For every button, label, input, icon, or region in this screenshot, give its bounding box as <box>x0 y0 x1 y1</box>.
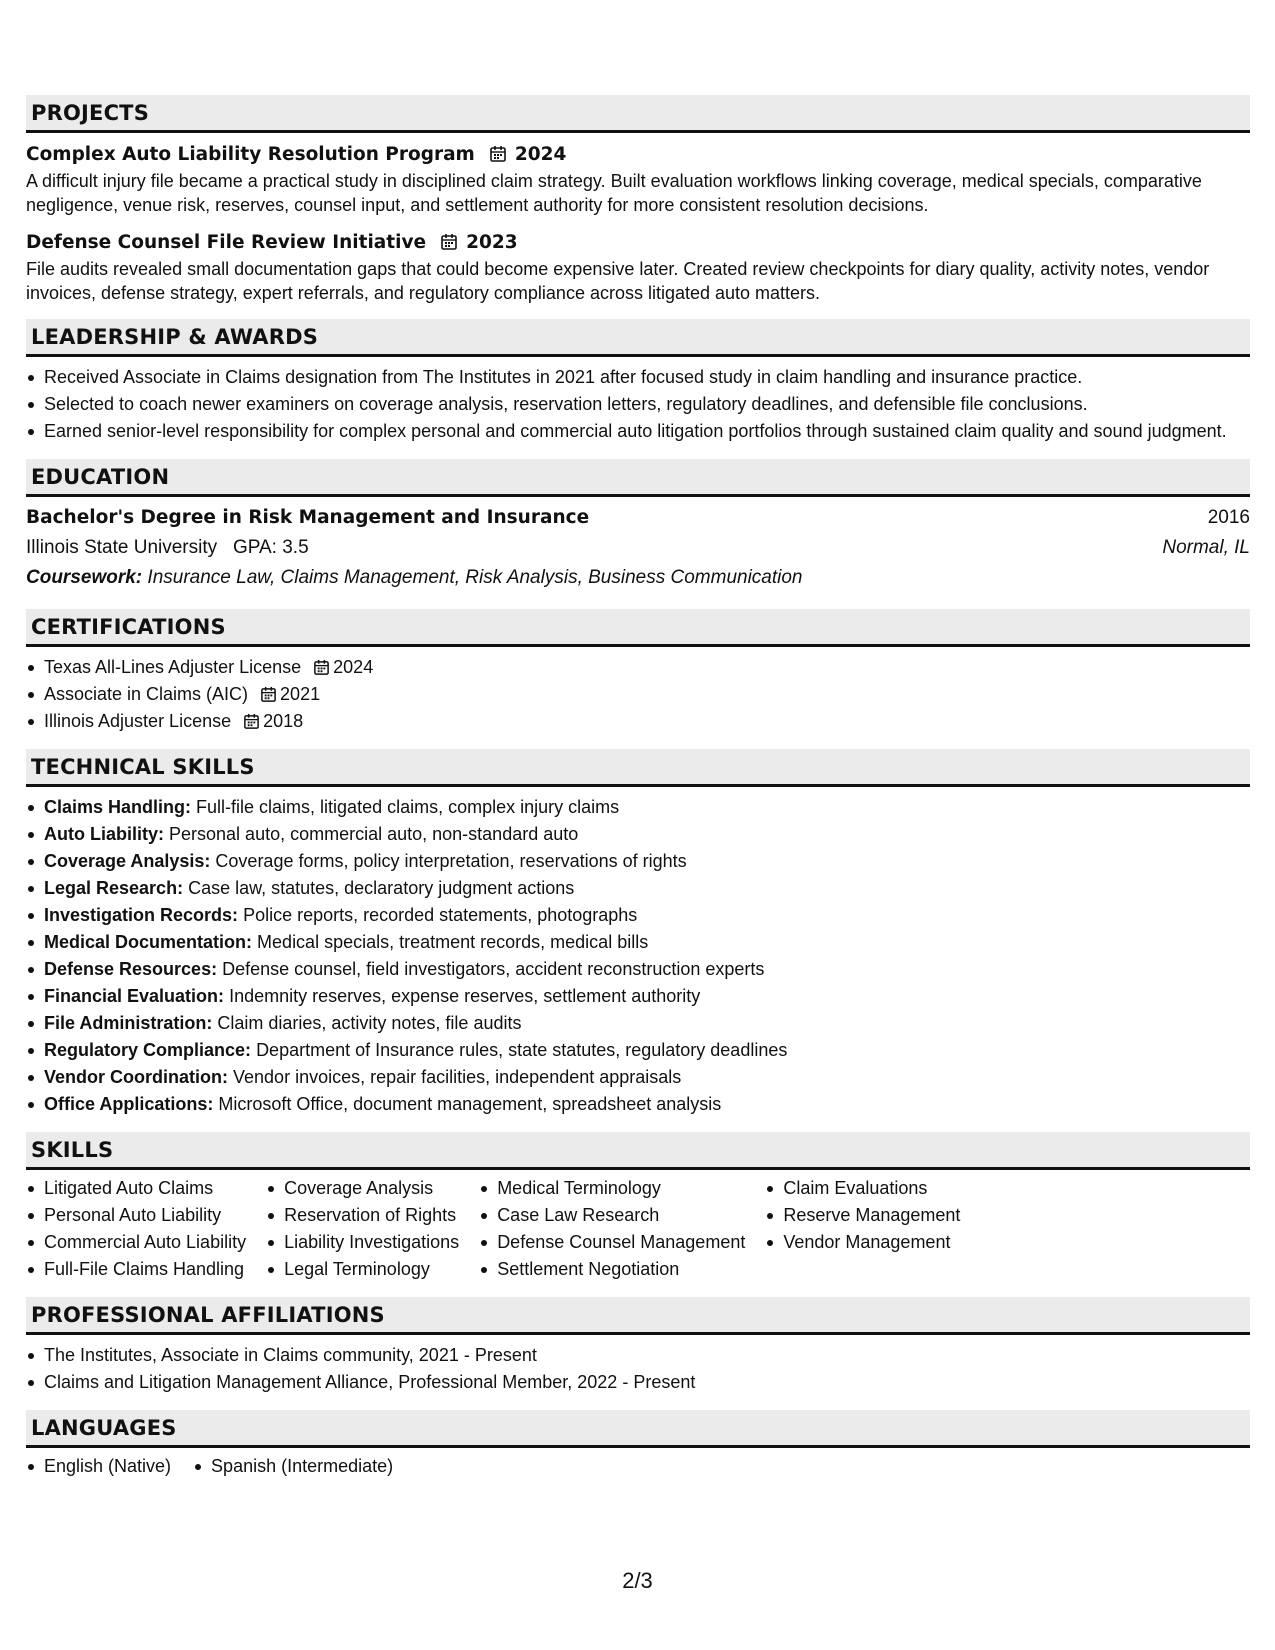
skill-values: Department of Insurance rules, state statutes, regulatory deadlines <box>256 1040 788 1060</box>
list-item: The Institutes, Associate in Claims community, 2021 - Present <box>26 1343 1250 1367</box>
technical-skills-list <box>26 795 1250 1116</box>
project-description: A difficult injury file became a practical study in disciplined claim strategy. Built evaluation workflows linking coverage, medical specials, comparative negligence, venue risk, reserves, counsel input, and settlement authority for more consistent resolution decisions. <box>26 171 1202 215</box>
list-item <box>26 1092 1250 1116</box>
project-year: 2024 <box>514 143 567 165</box>
list-item: Reservation of Rights <box>266 1203 459 1227</box>
skill-category: Coverage Analysis: <box>44 851 211 871</box>
coursework-label: Coursework: <box>26 567 143 588</box>
list-item: Received Associate in Claims designation from The Institutes in 2021 after focused study in claim handling and insurance practice. <box>26 365 1250 389</box>
list-item <box>26 795 1250 819</box>
education-heading-text: EDUCATION <box>31 464 170 489</box>
list-item: Claim Evaluations <box>765 1176 960 1200</box>
technical-skills-heading-text: TECHNICAL SKILLS <box>31 754 255 779</box>
list-item: Spanish (Intermediate) <box>193 1454 393 1478</box>
list-item <box>26 930 1250 954</box>
list-item: Defense Counsel Management <box>479 1230 745 1254</box>
skill-values: Vendor invoices, repair facilities, independent appraisals <box>233 1067 682 1087</box>
cert-name: Associate in Claims (AIC) <box>44 684 249 704</box>
skill-category: Defense Resources: <box>44 959 218 979</box>
page-number: 2/3 <box>622 1568 653 1593</box>
list-item <box>26 984 1250 1008</box>
skills-column <box>765 1176 960 1281</box>
list-item: Full-File Claims Handling <box>26 1257 246 1281</box>
certifications-list <box>26 655 1250 733</box>
languages-heading <box>26 1410 1250 1448</box>
skill-values: Personal auto, commercial auto, non-standard auto <box>169 824 579 844</box>
education-entry <box>26 503 1250 593</box>
skill-values: Microsoft Office, document management, spreadsheet analysis <box>218 1094 722 1114</box>
resume-page <box>26 95 1250 1478</box>
project-description: File audits revealed small documentation gaps that could become expensive later. Created review checkpoints for diary quality, activity notes, vendor invoices, defense strategy, expert referrals, and regulatory compliance across litigated auto matters. <box>26 259 1210 303</box>
calendar-icon <box>489 145 507 163</box>
list-item: Legal Terminology <box>266 1257 459 1281</box>
cert-year: 2021 <box>280 684 321 704</box>
calendar-icon <box>260 686 277 703</box>
certifications-heading-text: CERTIFICATIONS <box>31 614 226 639</box>
project-title: Defense Counsel File Review Initiative <box>26 231 427 253</box>
calendar-icon <box>243 713 260 730</box>
skill-category: Investigation Records: <box>44 905 239 925</box>
skill-values: Defense counsel, field investigators, accident reconstruction experts <box>222 959 765 979</box>
list-item: Reserve Management <box>765 1203 960 1227</box>
graduation-year: 2016 <box>1207 507 1250 528</box>
list-item <box>26 876 1250 900</box>
cert-name: Texas All-Lines Adjuster License <box>44 657 302 677</box>
list-item: Coverage Analysis <box>266 1176 459 1200</box>
list-item <box>26 1065 1250 1089</box>
list-item <box>26 682 1250 706</box>
project-title-row <box>26 141 1250 167</box>
skill-values: Case law, statutes, declaratory judgment actions <box>188 878 575 898</box>
list-item <box>26 849 1250 873</box>
list-item <box>26 1038 1250 1062</box>
list-item <box>26 822 1250 846</box>
cert-name: Illinois Adjuster License <box>44 711 232 731</box>
skill-category: Financial Evaluation: <box>44 986 225 1006</box>
skill-category: Regulatory Compliance: <box>44 1040 252 1060</box>
skill-category: Legal Research: <box>44 878 184 898</box>
list-item <box>26 903 1250 927</box>
skill-values: Police reports, recorded statements, photographs <box>243 905 638 925</box>
skill-values: Claim diaries, activity notes, file audits <box>217 1013 522 1033</box>
gpa: GPA: 3.5 <box>232 537 309 558</box>
skills-column <box>266 1176 459 1281</box>
project-title: Complex Auto Liability Resolution Program <box>26 143 475 165</box>
cert-year: 2024 <box>333 657 374 677</box>
school-location: Normal, IL <box>1162 537 1250 558</box>
skill-values: Indemnity reserves, expense reserves, settlement authority <box>229 986 701 1006</box>
degree-title: Bachelor's Degree in Risk Management and Insurance <box>26 507 590 528</box>
list-item: Settlement Negotiation <box>479 1257 745 1281</box>
skills-column <box>26 1176 246 1281</box>
coursework: Insurance Law, Claims Management, Risk Analysis, Business Communication <box>147 567 803 588</box>
list-item: Medical Terminology <box>479 1176 745 1200</box>
list-item: Litigated Auto Claims <box>26 1176 246 1200</box>
affiliations-heading-text: PROFESSIONAL AFFILIATIONS <box>31 1302 385 1327</box>
education-heading <box>26 459 1250 497</box>
list-item: English (Native) <box>26 1454 171 1478</box>
technical-skills-heading <box>26 749 1250 787</box>
skill-category: Claims Handling: <box>44 797 192 817</box>
projects-heading-text: PROJECTS <box>31 100 150 125</box>
list-item: Personal Auto Liability <box>26 1203 246 1227</box>
project-year: 2023 <box>466 231 518 253</box>
skill-category: Medical Documentation: <box>44 932 253 952</box>
languages-list <box>26 1454 1250 1478</box>
projects-heading <box>26 95 1250 133</box>
skill-values: Full-file claims, litigated claims, complex injury claims <box>196 797 620 817</box>
leadership-heading <box>26 319 1250 357</box>
project-item <box>26 229 1250 305</box>
list-item: Selected to coach newer examiners on coverage analysis, reservation letters, regulatory deadlines, and defensible file conclusions. <box>26 392 1250 416</box>
skills-heading-text: SKILLS <box>31 1137 114 1162</box>
skill-category: Office Applications: <box>44 1094 214 1114</box>
skill-category: Vendor Coordination: <box>44 1067 228 1087</box>
list-item: Liability Investigations <box>266 1230 459 1254</box>
skills-heading <box>26 1132 1250 1170</box>
skill-category: File Administration: <box>44 1013 213 1033</box>
list-item: Commercial Auto Liability <box>26 1230 246 1254</box>
skills-grid <box>26 1176 1250 1281</box>
affiliations-list <box>26 1343 1250 1394</box>
calendar-icon <box>313 659 330 676</box>
skill-category: Auto Liability: <box>44 824 164 844</box>
list-item <box>26 655 1250 679</box>
list-item: Vendor Management <box>765 1230 960 1254</box>
project-title-row <box>26 229 1250 255</box>
list-item <box>26 709 1250 733</box>
skills-column <box>479 1176 745 1281</box>
affiliations-heading <box>26 1297 1250 1335</box>
calendar-icon <box>440 233 458 251</box>
list-item: Earned senior-level responsibility for complex personal and commercial auto litigation portfolios through sustained claim quality and sound judgment. <box>26 419 1250 443</box>
leadership-list <box>26 365 1250 443</box>
school-name: Illinois State University <box>26 537 218 558</box>
list-item: Case Law Research <box>479 1203 745 1227</box>
list-item <box>26 957 1250 981</box>
languages-heading-text: LANGUAGES <box>31 1415 177 1440</box>
leadership-heading-text: LEADERSHIP & AWARDS <box>31 324 319 349</box>
list-item: Claims and Litigation Management Alliance, Professional Member, 2022 - Present <box>26 1370 1250 1394</box>
list-item <box>26 1011 1250 1035</box>
certifications-heading <box>26 609 1250 647</box>
cert-year: 2018 <box>263 711 304 731</box>
project-item <box>26 141 1250 217</box>
skill-values: Coverage forms, policy interpretation, reservations of rights <box>215 851 687 871</box>
skill-values: Medical specials, treatment records, medical bills <box>257 932 649 952</box>
